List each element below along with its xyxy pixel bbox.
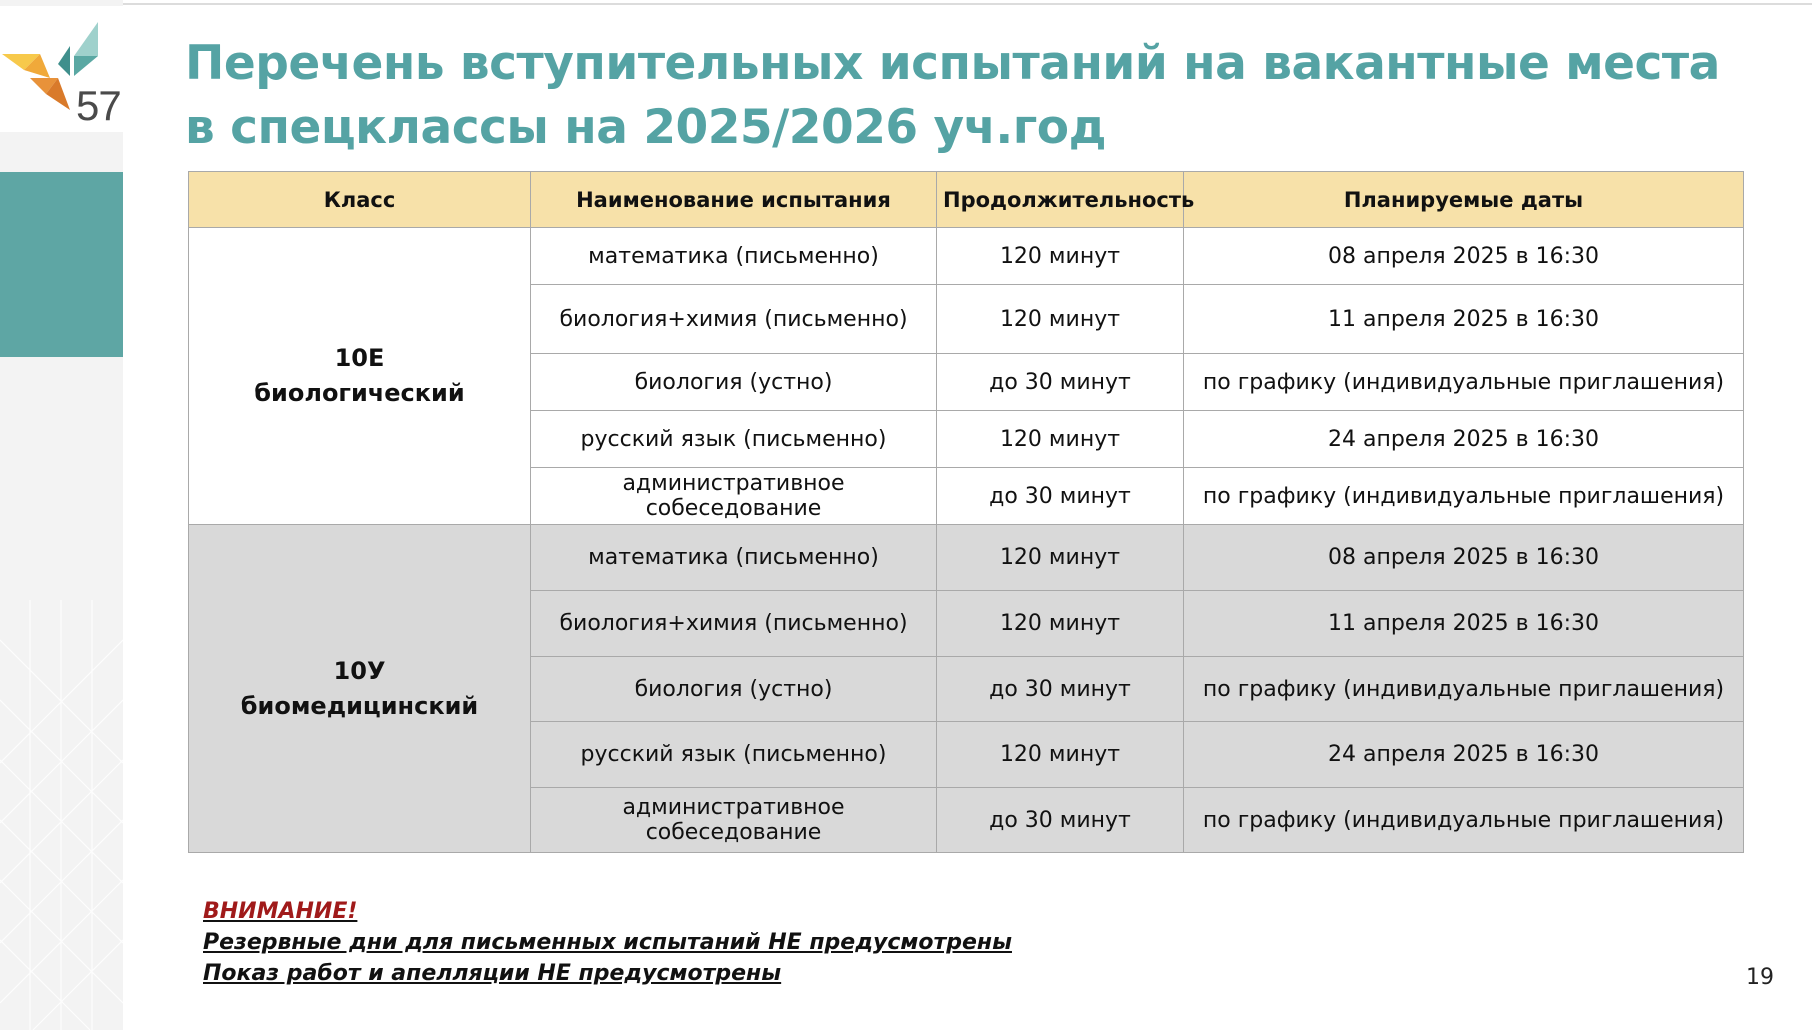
class-code: 10У [333, 656, 386, 685]
date-cell: по графику (индивидуальные приглашения) [1184, 788, 1744, 853]
lattice-pattern-decor [0, 600, 123, 1030]
test-name-cell: административное собеседование [531, 468, 937, 525]
duration-cell: 120 минут [937, 228, 1184, 285]
duration-cell: до 30 минут [937, 788, 1184, 853]
test-name-cell: русский язык (письменно) [531, 722, 937, 788]
title-line-1: Перечень вступительных испытаний на вакантные места [185, 36, 1720, 91]
header-class: Класс [189, 172, 531, 228]
header-duration: Продолжительность [937, 172, 1184, 228]
date-cell: 24 апреля 2025 в 16:30 [1184, 722, 1744, 788]
header-dates: Планируемые даты [1184, 172, 1744, 228]
notice-line-1: Резервные дни для письменных испытаний НЕ предусмотрены [203, 930, 1012, 955]
test-name-cell: математика (письменно) [531, 228, 937, 285]
school-logo [0, 6, 123, 132]
date-cell: по графику (индивидуальные приглашения) [1184, 354, 1744, 411]
notice-warning: ВНИМАНИЕ! [203, 899, 358, 924]
duration-cell: 120 минут [937, 591, 1184, 657]
date-cell: 11 апреля 2025 в 16:30 [1184, 591, 1744, 657]
date-cell: 24 апреля 2025 в 16:30 [1184, 411, 1744, 468]
date-cell: 08 апреля 2025 в 16:30 [1184, 228, 1744, 285]
top-divider [0, 3, 1812, 5]
test-name-cell: биология+химия (письменно) [531, 591, 937, 657]
test-name-cell: биология+химия (письменно) [531, 285, 937, 354]
entrance-tests-table [188, 171, 1744, 853]
class-cell-10e [189, 228, 531, 525]
duration-cell: 120 минут [937, 411, 1184, 468]
header-test-name: Наименование испытания [531, 172, 937, 228]
test-name-cell: русский язык (письменно) [531, 411, 937, 468]
duration-cell: 120 минут [937, 722, 1184, 788]
left-decor-panel [0, 0, 123, 1030]
notice-line-2: Показ работ и апелляции НЕ предусмотрены [203, 961, 782, 986]
class-name: биологический [254, 379, 465, 407]
duration-cell: 120 минут [937, 285, 1184, 354]
table-header-row [189, 172, 1744, 228]
test-name-cell: административное собеседование [531, 788, 937, 853]
date-cell: 08 апреля 2025 в 16:30 [1184, 525, 1744, 591]
duration-cell: до 30 минут [937, 468, 1184, 525]
title-line-2: в спецклассы на 2025/2026 уч.год [185, 100, 1107, 155]
notice-block [203, 896, 1012, 989]
class-name: биомедицинский [240, 691, 479, 720]
teal-accent-block [0, 172, 123, 357]
class-code: 10Е [334, 344, 385, 372]
class-cell-10u [189, 525, 531, 853]
test-name-cell: биология (устно) [531, 657, 937, 722]
page-title [185, 32, 1720, 160]
table-row [189, 228, 1744, 285]
date-cell: 11 апреля 2025 в 16:30 [1184, 285, 1744, 354]
date-cell: по графику (индивидуальные приглашения) [1184, 468, 1744, 525]
test-name-cell: биология (устно) [531, 354, 937, 411]
date-cell: по графику (индивидуальные приглашения) [1184, 657, 1744, 722]
test-name-cell: математика (письменно) [531, 525, 937, 591]
duration-cell: до 30 минут [937, 657, 1184, 722]
page-number: 19 [1746, 965, 1774, 990]
duration-cell: 120 минут [937, 525, 1184, 591]
duration-cell: до 30 минут [937, 354, 1184, 411]
logo-number: 57 [76, 82, 121, 129]
table-row [189, 525, 1744, 591]
